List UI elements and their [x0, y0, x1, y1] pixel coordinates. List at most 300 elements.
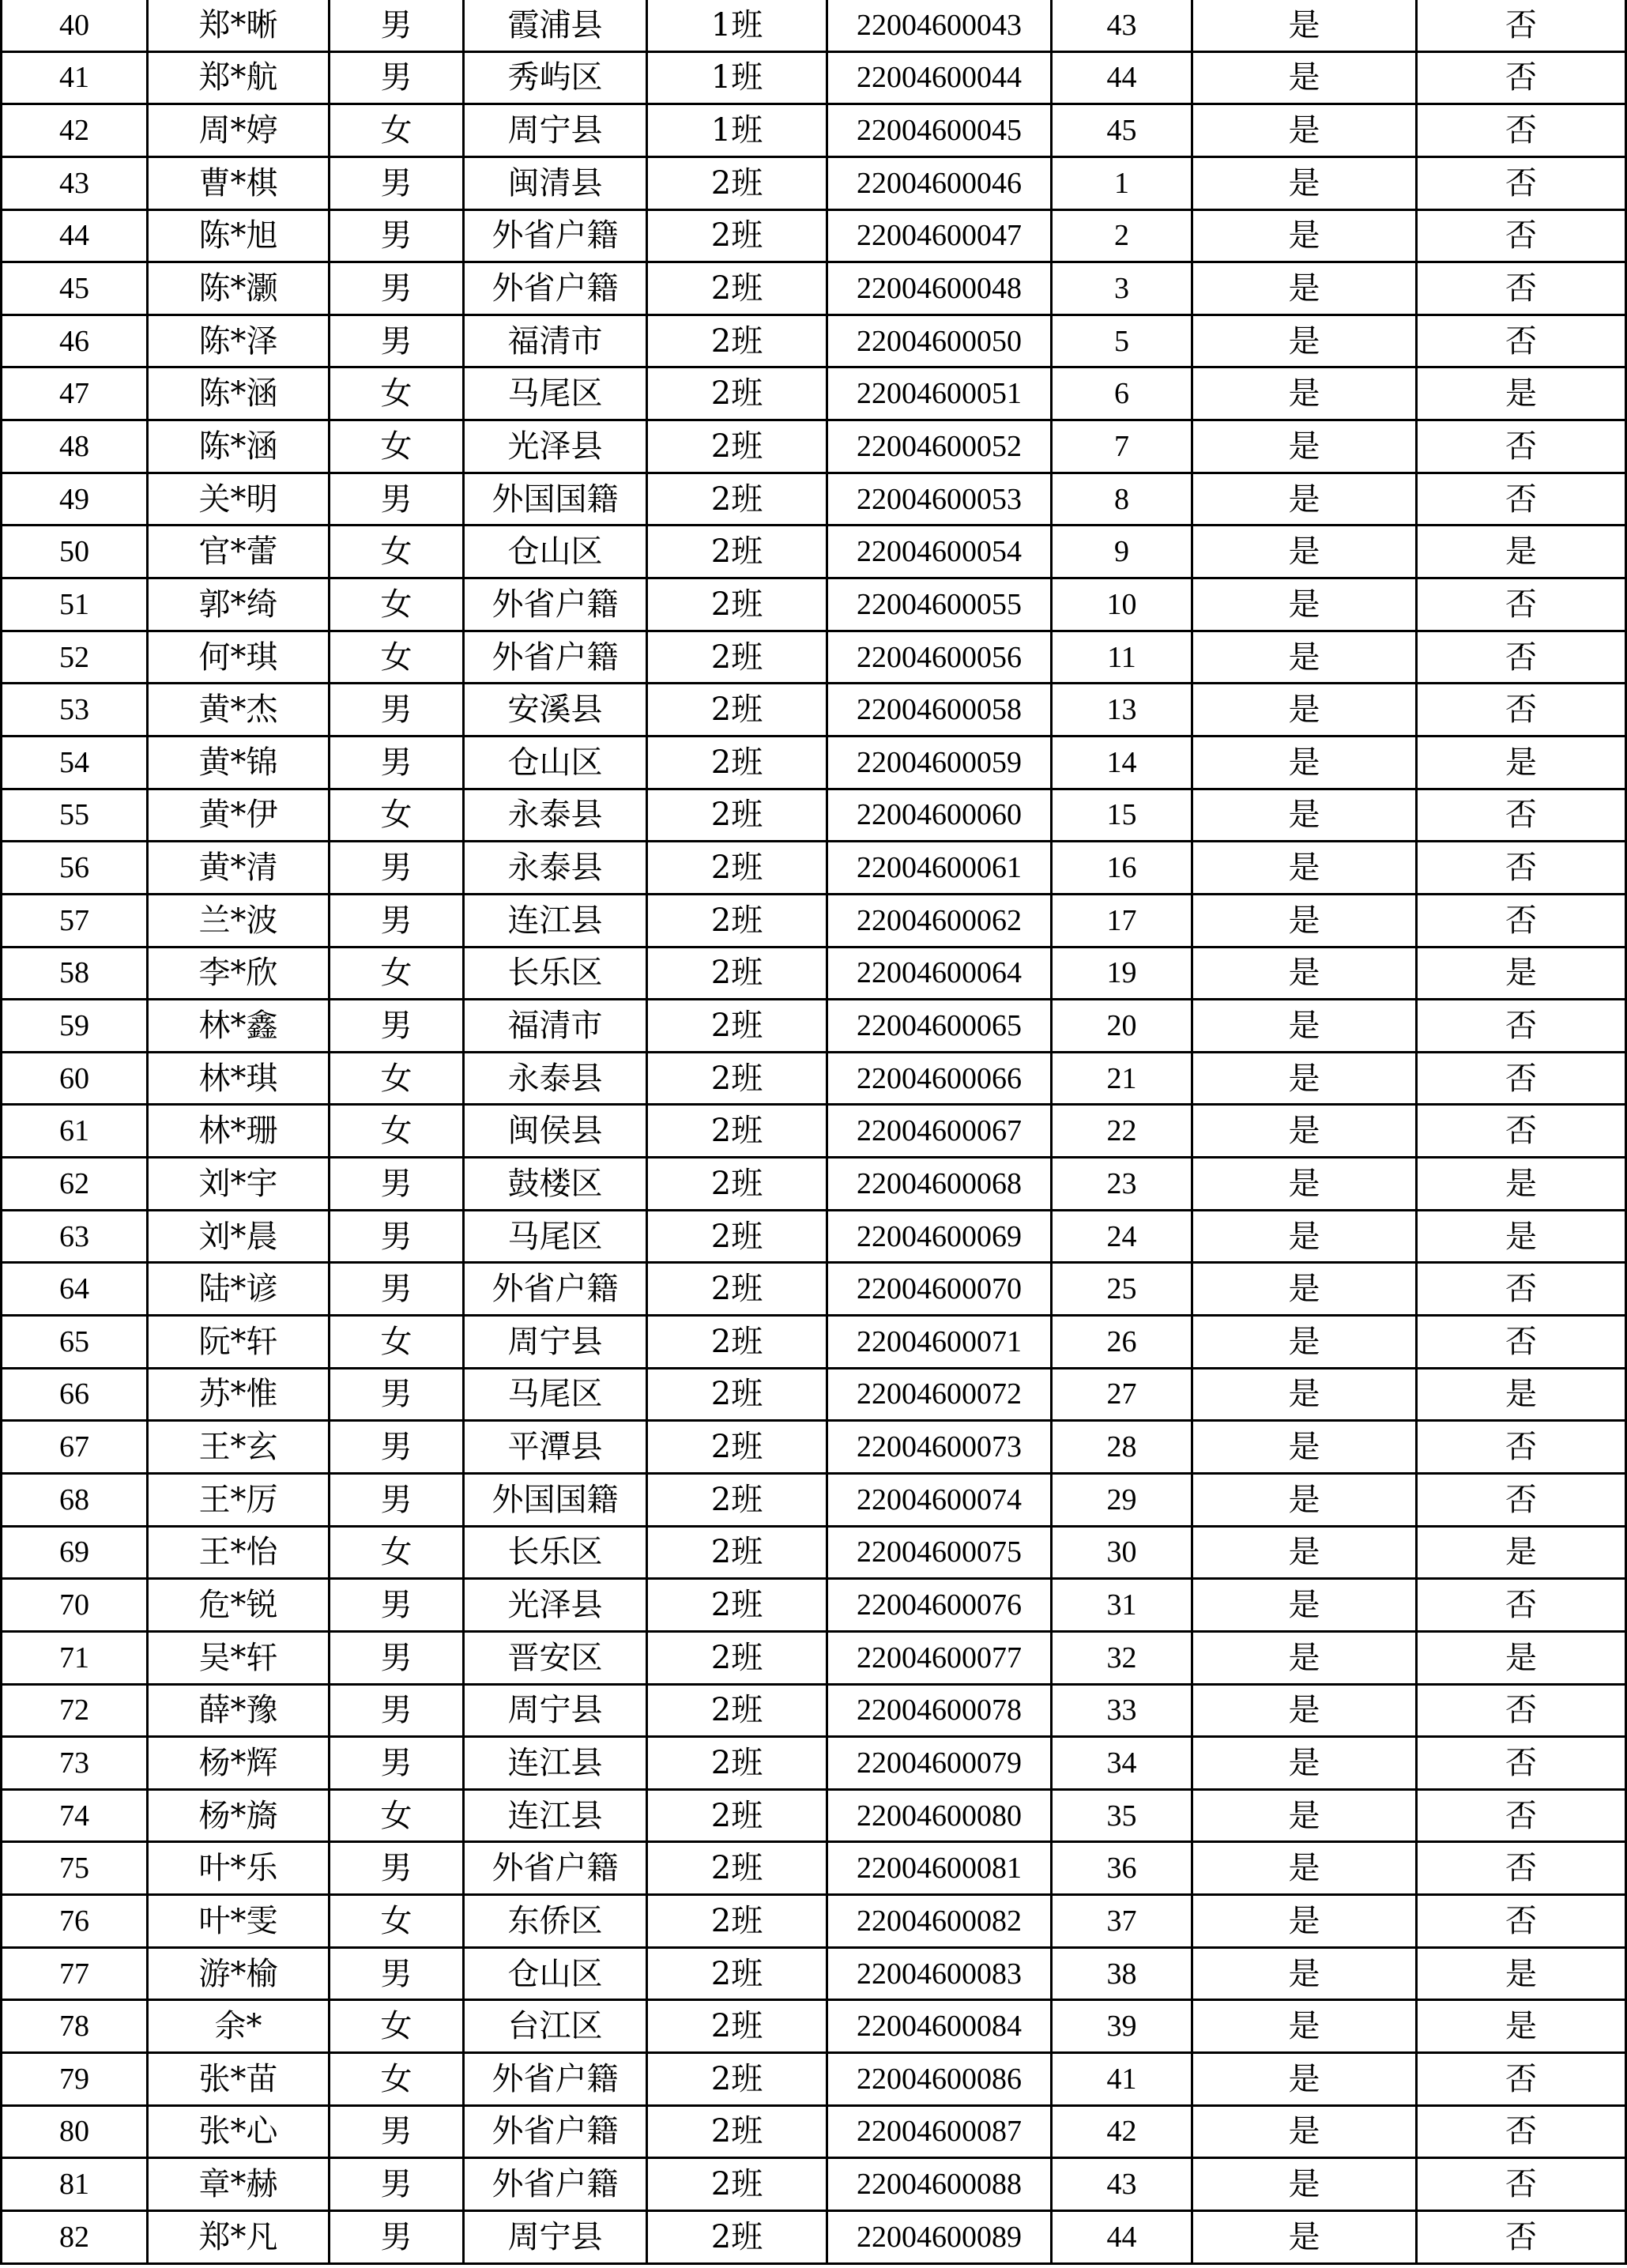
- status-a-cell: 是: [1192, 156, 1417, 209]
- class-cell: 2班: [647, 894, 827, 947]
- name-cell: 王*怡: [148, 1526, 330, 1579]
- name-cell: 兰*波: [148, 894, 330, 947]
- name-cell: 黄*杰: [148, 684, 330, 737]
- class-cell: 2班: [647, 1684, 827, 1737]
- gender-cell: 男: [330, 1368, 464, 1421]
- gender-cell: 女: [330, 367, 464, 420]
- class-cell: 2班: [647, 947, 827, 1000]
- status-a-cell: 是: [1192, 631, 1417, 684]
- class-seat-cell: 16: [1052, 842, 1192, 895]
- row-number-cell: 78: [2, 2000, 148, 2053]
- status-a-cell: 是: [1192, 2105, 1417, 2158]
- student-id-cell: 22004600052: [827, 420, 1052, 473]
- table-row: [2, 156, 1626, 209]
- status-a-cell: 是: [1192, 420, 1417, 473]
- gender-cell: 女: [330, 631, 464, 684]
- hometown-cell: 外省户籍: [464, 2052, 647, 2105]
- gender-cell: 男: [330, 736, 464, 789]
- hometown-cell: 长乐区: [464, 947, 647, 1000]
- row-number-cell: 69: [2, 1526, 148, 1579]
- status-a-cell: 是: [1192, 894, 1417, 947]
- hometown-cell: 光泽县: [464, 420, 647, 473]
- status-a-cell: 是: [1192, 262, 1417, 315]
- table-row: [2, 1473, 1626, 1526]
- class-cell: 2班: [647, 631, 827, 684]
- table-row: [2, 51, 1626, 104]
- gender-cell: 女: [330, 104, 464, 157]
- class-seat-cell: 19: [1052, 947, 1192, 1000]
- status-b-cell: 否: [1417, 1000, 1626, 1053]
- row-number-cell: 77: [2, 1947, 148, 2000]
- table-row: [2, 947, 1626, 1000]
- name-cell: 周*婷: [148, 104, 330, 157]
- row-number-cell: 53: [2, 684, 148, 737]
- hometown-cell: 连江县: [464, 1737, 647, 1790]
- name-cell: 曹*棋: [148, 156, 330, 209]
- class-cell: 2班: [647, 1052, 827, 1105]
- class-cell: 2班: [647, 2210, 827, 2263]
- name-cell: 王*玄: [148, 1421, 330, 1474]
- gender-cell: 男: [330, 1842, 464, 1895]
- table-row: [2, 1526, 1626, 1579]
- status-b-cell: 否: [1417, 262, 1626, 315]
- row-number-cell: 72: [2, 1684, 148, 1737]
- table-row: [2, 1789, 1626, 1842]
- row-number-cell: 62: [2, 1158, 148, 1211]
- name-cell: 杨*旖: [148, 1789, 330, 1842]
- class-cell: 2班: [647, 473, 827, 526]
- table-row: [2, 2105, 1626, 2158]
- class-cell: 2班: [647, 526, 827, 578]
- class-seat-cell: 34: [1052, 1737, 1192, 1790]
- status-b-cell: 是: [1417, 1368, 1626, 1421]
- class-seat-cell: 26: [1052, 1316, 1192, 1369]
- name-cell: 何*琪: [148, 631, 330, 684]
- name-cell: 陈*涵: [148, 367, 330, 420]
- student-id-cell: 22004600083: [827, 1947, 1052, 2000]
- class-cell: 2班: [647, 1000, 827, 1053]
- status-b-cell: 是: [1417, 526, 1626, 578]
- class-seat-cell: 30: [1052, 1526, 1192, 1579]
- table-row: [2, 367, 1626, 420]
- student-id-cell: 22004600072: [827, 1368, 1052, 1421]
- class-cell: 2班: [647, 1210, 827, 1263]
- class-cell: 2班: [647, 420, 827, 473]
- status-a-cell: 是: [1192, 1842, 1417, 1895]
- hometown-cell: 连江县: [464, 1789, 647, 1842]
- table-row: [2, 894, 1626, 947]
- hometown-cell: 永泰县: [464, 789, 647, 842]
- status-b-cell: 否: [1417, 0, 1626, 51]
- hometown-cell: 外省户籍: [464, 1842, 647, 1895]
- gender-cell: 男: [330, 684, 464, 737]
- class-cell: 2班: [647, 1579, 827, 1632]
- row-number-cell: 40: [2, 0, 148, 51]
- class-cell: 2班: [647, 789, 827, 842]
- class-cell: 2班: [647, 1631, 827, 1684]
- table-row: [2, 2052, 1626, 2105]
- student-id-cell: 22004600089: [827, 2210, 1052, 2263]
- name-cell: 章*赫: [148, 2158, 330, 2211]
- hometown-cell: 外国国籍: [464, 473, 647, 526]
- status-a-cell: 是: [1192, 2052, 1417, 2105]
- class-seat-cell: 43: [1052, 2158, 1192, 2211]
- row-number-cell: 47: [2, 367, 148, 420]
- status-b-cell: 否: [1417, 684, 1626, 737]
- gender-cell: 男: [330, 209, 464, 262]
- status-a-cell: 是: [1192, 209, 1417, 262]
- status-b-cell: 是: [1417, 1631, 1626, 1684]
- status-b-cell: 是: [1417, 2000, 1626, 2053]
- gender-cell: 男: [330, 1684, 464, 1737]
- status-a-cell: 是: [1192, 1789, 1417, 1842]
- class-cell: 2班: [647, 315, 827, 367]
- status-b-cell: 否: [1417, 156, 1626, 209]
- status-a-cell: 是: [1192, 1737, 1417, 1790]
- hometown-cell: 平潭县: [464, 1421, 647, 1474]
- class-seat-cell: 44: [1052, 2210, 1192, 2263]
- hometown-cell: 永泰县: [464, 1052, 647, 1105]
- class-seat-cell: 36: [1052, 1842, 1192, 1895]
- status-a-cell: 是: [1192, 1263, 1417, 1316]
- class-cell: 2班: [647, 1368, 827, 1421]
- name-cell: 郑*航: [148, 51, 330, 104]
- gender-cell: 女: [330, 1895, 464, 1948]
- class-cell: 2班: [647, 1737, 827, 1790]
- row-number-cell: 48: [2, 420, 148, 473]
- status-b-cell: 否: [1417, 420, 1626, 473]
- hometown-cell: 永泰县: [464, 842, 647, 895]
- student-id-cell: 22004600056: [827, 631, 1052, 684]
- status-b-cell: 否: [1417, 789, 1626, 842]
- table-row: [2, 209, 1626, 262]
- student-id-cell: 22004600043: [827, 0, 1052, 51]
- gender-cell: 男: [330, 1000, 464, 1053]
- status-b-cell: 是: [1417, 736, 1626, 789]
- table-row: [2, 1895, 1626, 1948]
- status-a-cell: 是: [1192, 315, 1417, 367]
- status-b-cell: 否: [1417, 1421, 1626, 1474]
- class-cell: 2班: [647, 1105, 827, 1158]
- status-b-cell: 否: [1417, 315, 1626, 367]
- status-b-cell: 是: [1417, 1526, 1626, 1579]
- student-id-cell: 22004600079: [827, 1737, 1052, 1790]
- gender-cell: 女: [330, 1316, 464, 1369]
- gender-cell: 男: [330, 1631, 464, 1684]
- gender-cell: 女: [330, 1526, 464, 1579]
- status-a-cell: 是: [1192, 51, 1417, 104]
- status-a-cell: 是: [1192, 367, 1417, 420]
- table-row: [2, 1052, 1626, 1105]
- status-b-cell: 否: [1417, 2052, 1626, 2105]
- student-id-cell: 22004600069: [827, 1210, 1052, 1263]
- table-row: [2, 789, 1626, 842]
- table-row: [2, 2158, 1626, 2211]
- student-id-cell: 22004600054: [827, 526, 1052, 578]
- table-row: [2, 1842, 1626, 1895]
- status-a-cell: 是: [1192, 736, 1417, 789]
- hometown-cell: 台江区: [464, 2000, 647, 2053]
- row-number-cell: 57: [2, 894, 148, 947]
- status-b-cell: 否: [1417, 2158, 1626, 2211]
- name-cell: 李*欣: [148, 947, 330, 1000]
- table-row: [2, 1631, 1626, 1684]
- status-a-cell: 是: [1192, 578, 1417, 631]
- class-seat-cell: 32: [1052, 1631, 1192, 1684]
- class-cell: 1班: [647, 0, 827, 51]
- name-cell: 官*蕾: [148, 526, 330, 578]
- row-number-cell: 73: [2, 1737, 148, 1790]
- status-a-cell: 是: [1192, 1052, 1417, 1105]
- student-id-cell: 22004600064: [827, 947, 1052, 1000]
- class-seat-cell: 29: [1052, 1473, 1192, 1526]
- name-cell: 黄*锦: [148, 736, 330, 789]
- table-row: [2, 842, 1626, 895]
- class-seat-cell: 41: [1052, 2052, 1192, 2105]
- name-cell: 陈*旭: [148, 209, 330, 262]
- gender-cell: 男: [330, 1579, 464, 1632]
- table-body: [2, 0, 1626, 2264]
- name-cell: 叶*雯: [148, 1895, 330, 1948]
- table-row: [2, 1210, 1626, 1263]
- row-number-cell: 71: [2, 1631, 148, 1684]
- status-b-cell: 否: [1417, 894, 1626, 947]
- student-id-cell: 22004600047: [827, 209, 1052, 262]
- row-number-cell: 46: [2, 315, 148, 367]
- row-number-cell: 74: [2, 1789, 148, 1842]
- hometown-cell: 秀屿区: [464, 51, 647, 104]
- class-cell: 2班: [647, 2105, 827, 2158]
- class-cell: 2班: [647, 684, 827, 737]
- name-cell: 刘*晨: [148, 1210, 330, 1263]
- class-seat-cell: 7: [1052, 420, 1192, 473]
- row-number-cell: 42: [2, 104, 148, 157]
- hometown-cell: 仓山区: [464, 736, 647, 789]
- hometown-cell: 闽清县: [464, 156, 647, 209]
- row-number-cell: 58: [2, 947, 148, 1000]
- row-number-cell: 61: [2, 1105, 148, 1158]
- gender-cell: 女: [330, 947, 464, 1000]
- class-cell: 2班: [647, 2000, 827, 2053]
- student-id-cell: 22004600073: [827, 1421, 1052, 1474]
- name-cell: 郑*凡: [148, 2210, 330, 2263]
- name-cell: 王*厉: [148, 1473, 330, 1526]
- gender-cell: 男: [330, 1263, 464, 1316]
- table-row: [2, 473, 1626, 526]
- hometown-cell: 周宁县: [464, 1684, 647, 1737]
- student-id-cell: 22004600065: [827, 1000, 1052, 1053]
- name-cell: 游*榆: [148, 1947, 330, 2000]
- table-row: [2, 1579, 1626, 1632]
- status-a-cell: 是: [1192, 789, 1417, 842]
- table-row: [2, 578, 1626, 631]
- row-number-cell: 59: [2, 1000, 148, 1053]
- table-row: [2, 104, 1626, 157]
- row-number-cell: 67: [2, 1421, 148, 1474]
- status-a-cell: 是: [1192, 1631, 1417, 1684]
- name-cell: 薛*豫: [148, 1684, 330, 1737]
- gender-cell: 男: [330, 1473, 464, 1526]
- class-cell: 2班: [647, 262, 827, 315]
- row-number-cell: 63: [2, 1210, 148, 1263]
- gender-cell: 男: [330, 262, 464, 315]
- status-b-cell: 否: [1417, 209, 1626, 262]
- student-id-cell: 22004600075: [827, 1526, 1052, 1579]
- status-a-cell: 是: [1192, 1947, 1417, 2000]
- gender-cell: 男: [330, 2105, 464, 2158]
- student-id-cell: 22004600060: [827, 789, 1052, 842]
- gender-cell: 女: [330, 420, 464, 473]
- class-cell: 2班: [647, 209, 827, 262]
- status-b-cell: 否: [1417, 631, 1626, 684]
- gender-cell: 男: [330, 2210, 464, 2263]
- table-row: [2, 1421, 1626, 1474]
- status-b-cell: 否: [1417, 1105, 1626, 1158]
- hometown-cell: 长乐区: [464, 1526, 647, 1579]
- name-cell: 苏*惟: [148, 1368, 330, 1421]
- table-row: [2, 1316, 1626, 1369]
- hometown-cell: 马尾区: [464, 1210, 647, 1263]
- status-b-cell: 否: [1417, 1737, 1626, 1790]
- student-id-cell: 22004600058: [827, 684, 1052, 737]
- row-number-cell: 82: [2, 2210, 148, 2263]
- row-number-cell: 51: [2, 578, 148, 631]
- gender-cell: 女: [330, 578, 464, 631]
- student-id-cell: 22004600081: [827, 1842, 1052, 1895]
- status-a-cell: 是: [1192, 1368, 1417, 1421]
- hometown-cell: 福清市: [464, 1000, 647, 1053]
- gender-cell: 男: [330, 1210, 464, 1263]
- name-cell: 陈*泽: [148, 315, 330, 367]
- gender-cell: 女: [330, 1789, 464, 1842]
- status-b-cell: 否: [1417, 51, 1626, 104]
- hometown-cell: 光泽县: [464, 1579, 647, 1632]
- hometown-cell: 外省户籍: [464, 2105, 647, 2158]
- class-seat-cell: 44: [1052, 51, 1192, 104]
- class-cell: 1班: [647, 104, 827, 157]
- gender-cell: 女: [330, 1105, 464, 1158]
- hometown-cell: 晋安区: [464, 1631, 647, 1684]
- student-id-cell: 22004600086: [827, 2052, 1052, 2105]
- status-a-cell: 是: [1192, 2158, 1417, 2211]
- status-a-cell: 是: [1192, 842, 1417, 895]
- status-b-cell: 否: [1417, 2105, 1626, 2158]
- hometown-cell: 东侨区: [464, 1895, 647, 1948]
- hometown-cell: 周宁县: [464, 1316, 647, 1369]
- class-seat-cell: 45: [1052, 104, 1192, 157]
- hometown-cell: 安溪县: [464, 684, 647, 737]
- hometown-cell: 福清市: [464, 315, 647, 367]
- class-cell: 2班: [647, 1895, 827, 1948]
- class-seat-cell: 24: [1052, 1210, 1192, 1263]
- class-seat-cell: 17: [1052, 894, 1192, 947]
- hometown-cell: 闽侯县: [464, 1105, 647, 1158]
- row-number-cell: 81: [2, 2158, 148, 2211]
- status-b-cell: 否: [1417, 578, 1626, 631]
- student-id-cell: 22004600059: [827, 736, 1052, 789]
- class-seat-cell: 25: [1052, 1263, 1192, 1316]
- class-seat-cell: 43: [1052, 0, 1192, 51]
- status-a-cell: 是: [1192, 526, 1417, 578]
- row-number-cell: 50: [2, 526, 148, 578]
- table-row: [2, 684, 1626, 737]
- class-seat-cell: 13: [1052, 684, 1192, 737]
- class-seat-cell: 33: [1052, 1684, 1192, 1737]
- status-a-cell: 是: [1192, 1316, 1417, 1369]
- gender-cell: 男: [330, 473, 464, 526]
- hometown-cell: 仓山区: [464, 1947, 647, 2000]
- row-number-cell: 75: [2, 1842, 148, 1895]
- class-seat-cell: 14: [1052, 736, 1192, 789]
- status-a-cell: 是: [1192, 1579, 1417, 1632]
- class-seat-cell: 31: [1052, 1579, 1192, 1632]
- class-cell: 2班: [647, 1263, 827, 1316]
- gender-cell: 男: [330, 842, 464, 895]
- hometown-cell: 霞浦县: [464, 0, 647, 51]
- gender-cell: 女: [330, 526, 464, 578]
- name-cell: 危*锐: [148, 1579, 330, 1632]
- table-row: [2, 1000, 1626, 1053]
- student-id-cell: 22004600045: [827, 104, 1052, 157]
- table-row: [2, 2210, 1626, 2263]
- student-id-cell: 22004600071: [827, 1316, 1052, 1369]
- row-number-cell: 76: [2, 1895, 148, 1948]
- status-a-cell: 是: [1192, 1421, 1417, 1474]
- row-number-cell: 45: [2, 262, 148, 315]
- status-a-cell: 是: [1192, 1684, 1417, 1737]
- class-seat-cell: 9: [1052, 526, 1192, 578]
- student-id-cell: 22004600067: [827, 1105, 1052, 1158]
- status-b-cell: 否: [1417, 842, 1626, 895]
- student-id-cell: 22004600074: [827, 1473, 1052, 1526]
- status-b-cell: 否: [1417, 1789, 1626, 1842]
- name-cell: 吴*轩: [148, 1631, 330, 1684]
- hometown-cell: 外省户籍: [464, 631, 647, 684]
- student-id-cell: 22004600070: [827, 1263, 1052, 1316]
- table-row: [2, 0, 1626, 51]
- gender-cell: 女: [330, 1052, 464, 1105]
- class-seat-cell: 15: [1052, 789, 1192, 842]
- table-row: [2, 1368, 1626, 1421]
- class-cell: 2班: [647, 367, 827, 420]
- name-cell: 林*琪: [148, 1052, 330, 1105]
- row-number-cell: 65: [2, 1316, 148, 1369]
- row-number-cell: 79: [2, 2052, 148, 2105]
- student-id-cell: 22004600077: [827, 1631, 1052, 1684]
- status-a-cell: 是: [1192, 1473, 1417, 1526]
- class-cell: 2班: [647, 1842, 827, 1895]
- gender-cell: 女: [330, 2052, 464, 2105]
- class-seat-cell: 27: [1052, 1368, 1192, 1421]
- row-number-cell: 68: [2, 1473, 148, 1526]
- status-b-cell: 是: [1417, 1210, 1626, 1263]
- name-cell: 郭*绮: [148, 578, 330, 631]
- table-row: [2, 1684, 1626, 1737]
- table-row: [2, 736, 1626, 789]
- gender-cell: 男: [330, 1947, 464, 2000]
- status-a-cell: 是: [1192, 2000, 1417, 2053]
- name-cell: 张*苗: [148, 2052, 330, 2105]
- class-seat-cell: 39: [1052, 2000, 1192, 2053]
- class-cell: 2班: [647, 578, 827, 631]
- status-b-cell: 否: [1417, 104, 1626, 157]
- hometown-cell: 马尾区: [464, 1368, 647, 1421]
- row-number-cell: 56: [2, 842, 148, 895]
- name-cell: 余*: [148, 2000, 330, 2053]
- class-cell: 2班: [647, 1947, 827, 2000]
- table-row: [2, 262, 1626, 315]
- status-b-cell: 否: [1417, 1684, 1626, 1737]
